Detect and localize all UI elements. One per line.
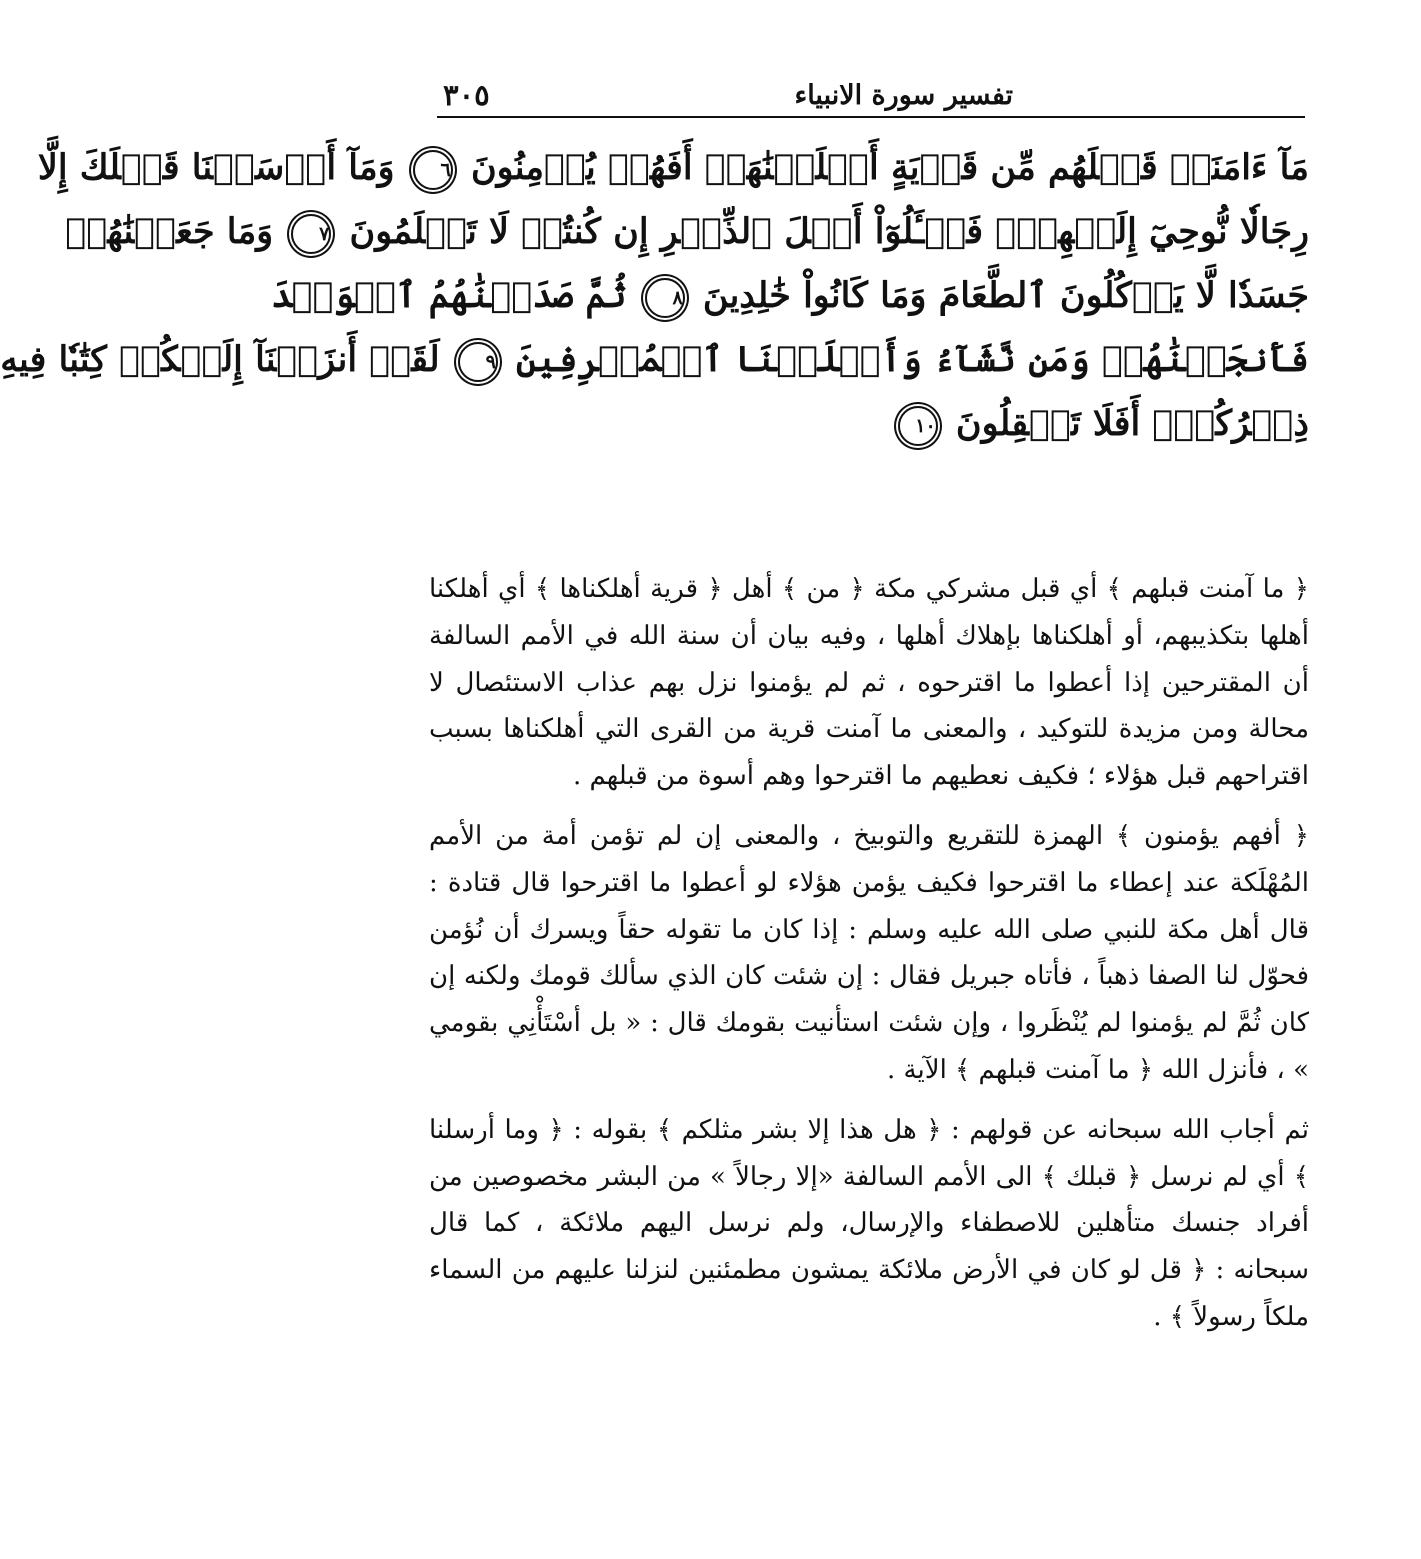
ayah-number-marker: ٩ [458, 342, 498, 382]
verse-text: ذِكۡرُكُمۡۚ أَفَلَا تَعۡقِلُونَ [955, 403, 1309, 444]
commentary-paragraph: ﴿ أفهم يؤمنون ﴾ الهمزة للتقريع والتوبيخ ، والمعنى إن لم تؤمن أمة من الأمم المُهْلَكة عند إعطاء ما اقترحوا فكيف يؤمن هؤلاء لو أعطوا ما اقترحوا قال قتادة : قال أهل مكة للنبي صلى الله عليه وسلم : إذا كان ما تقوله حقاً ويسرك أن نُؤمن فحوّل لنا الصفا ذهباً ، فأتاه جبريل فقال : إن شئت كان الذي سألك قومك ولكنه إن كان ثُمَّ لم يؤمنوا لم يُنْظَروا ، وإن شئت استأنيت بقومك قال : « بل أسْتَأْنِي بقومي » ، فأنزل الله ﴿ ما آمنت قبلهم ﴾ الآية . [429, 820, 1309, 1085]
verse-text: رِجَالٗا نُّوحِيٓ إِلَيۡهِمۡۖ فَسۡـَٔلُوٓاْ أَهۡلَ ٱلذِّكۡرِ إِن كُنتُمۡ لَا تَعۡلَمُونَ [349, 211, 1309, 252]
commentary-paragraph: ثم أجاب الله سبحانه عن قولهم : ﴿ هل هذا إلا بشر مثلكم ﴾ بقوله : ﴿ وما أرسلنا ﴾ أي لم نرسل ﴿ قبلك ﴾ الى الأمم السالفة «إلا رجالاً » من البشر مخصوصين من أفراد جنسك متأهلين للاصطفاء والإرسال، ولم نرسل اليهم ملائكة ، كما قال سبحانه : ﴿ قل لو كان في الأرض ملائكة يمشون مطمئنين لنزلنا عليهم من السماء ملكاً رسولاً ﴾ . [429, 1114, 1309, 1332]
verse-text: وَمَآ أَرۡسَلۡنَا قَبۡلَكَ إِلَّا [37, 147, 395, 188]
verse-text: ثُمَّ صَدَقۡنَٰهُمُ ٱلۡوَعۡدَ [271, 275, 627, 316]
header-divider [437, 116, 1305, 118]
page-header [437, 66, 1305, 118]
ayah-number-marker: ٦ [413, 150, 453, 190]
ayah-number-marker: ٧ [291, 214, 331, 254]
verse-text: لَقَدۡ أَنزَلۡنَآ إِلَيۡكُمۡ كِتَٰبٗا فِيهِ [0, 339, 440, 380]
quran-line-1 [37, 136, 1309, 200]
verse-text: جَسَدٗا لَّا يَأۡكُلُونَ ٱلطَّعَامَ وَمَا كَانُواْ خَٰلِدِينَ [702, 275, 1309, 316]
verse-text: وَمَا جَعَلۡنَٰهُمۡ [65, 211, 274, 252]
quran-line-5 [429, 392, 1309, 456]
tafsir-commentary [429, 566, 1309, 1341]
verse-text: مَآ ءَامَنَتۡ قَبۡلَهُم مِّن قَرۡيَةٍ أَهۡلَكۡنَٰهَآۖ أَفَهُمۡ يُؤۡمِنُونَ [470, 147, 1309, 188]
page-number: ٣٠٥ [443, 78, 490, 112]
ayah-number-marker: ١٠ [898, 406, 938, 446]
quran-line-4 [0, 328, 1309, 392]
quran-line-2 [65, 200, 1309, 264]
quran-verses-block [0, 136, 1309, 456]
commentary-paragraph: ﴿ ما آمنت قبلهم ﴾ أي قبل مشركي مكة ﴿ من ﴾ أهل ﴿ قرية أهلكناها ﴾ أي أهلكنا أهلها بتكذيبهم، أو أهلكناها بإهلاك أهلها ، وفيه بيان أن سنة الله في الأمم السالفة أن المقترحين إذا أعطوا ما اقترحوه ، ثم لم يؤمنوا نزل بهم عذاب الاستئصال لا محالة ومن مزيدة للتوكيد ، والمعنى ما آمنت قرية من القرى التي أهلكناها بسبب اقتراحهم قبل هؤلاء ؛ فكيف نعطيهم ما اقترحوا وهم أسوة من قبلهم . [429, 574, 1309, 792]
quran-line-3 [271, 264, 1309, 328]
verse-text: فَأَنجَيۡنَٰهُمۡ وَمَن نَّشَآءُ وَأَهۡلَكۡنَا ٱلۡمُسۡرِفِينَ [516, 339, 1309, 380]
running-header-title: تفسير سورة الانبياء [794, 80, 1013, 111]
ayah-number-marker: ٨ [645, 278, 685, 318]
